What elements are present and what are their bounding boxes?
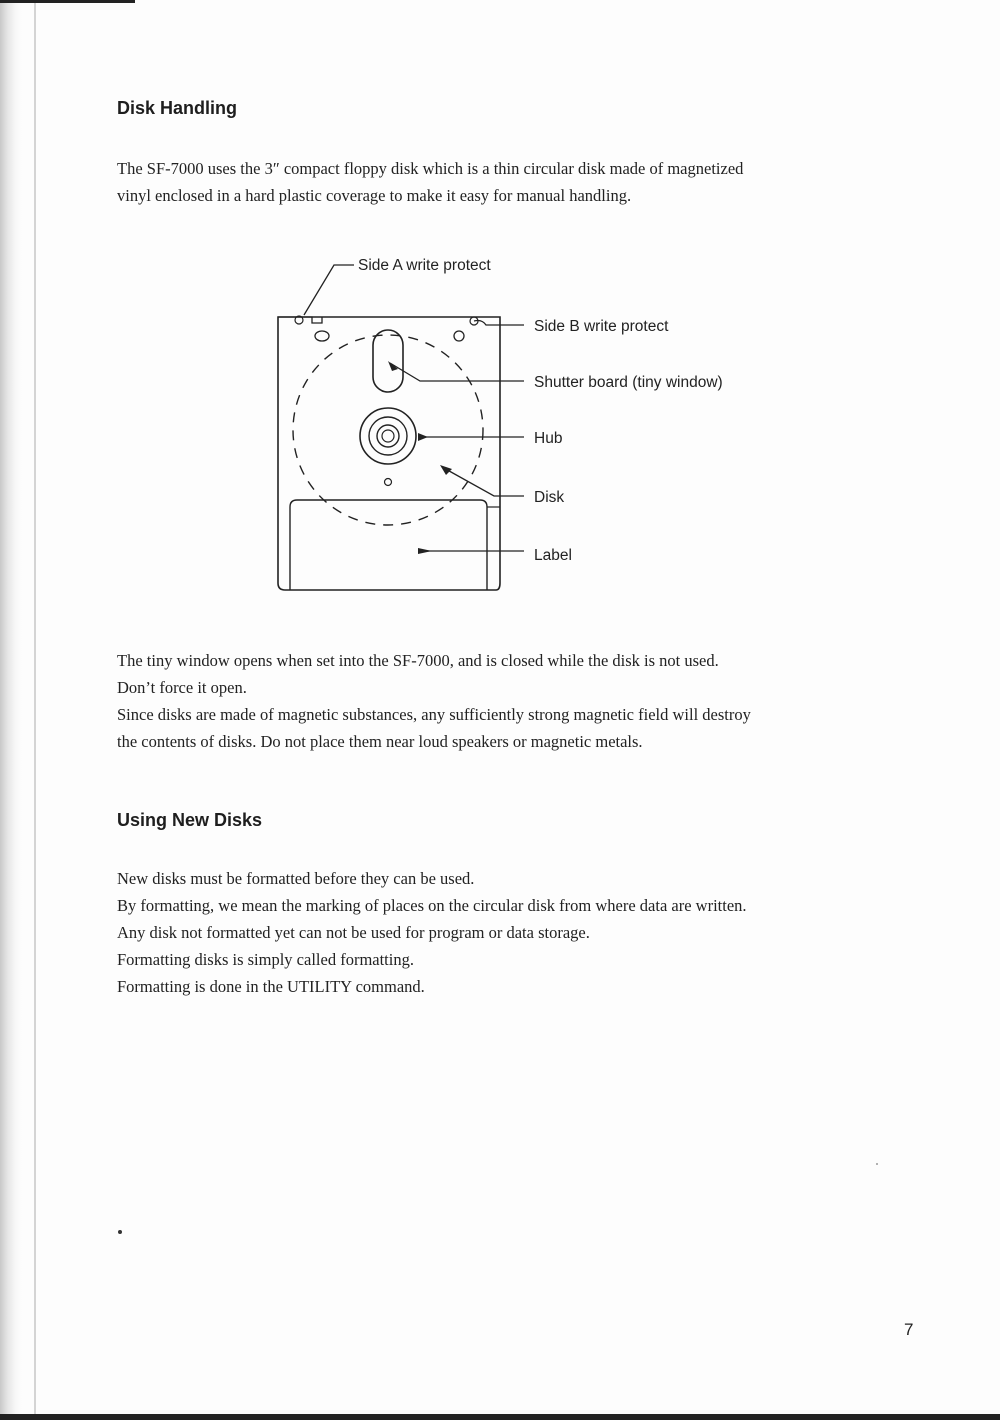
callout-hub: Hub [534,430,563,447]
text-line: The SF-7000 uses the 3″ compact floppy disk which is a thin circular disk made of magnetized [117,159,744,178]
write-protect-hole-b [454,331,464,341]
callout-disk: Disk [534,489,565,506]
callout-side-b-write-protect: Side B write protect [534,318,669,335]
page-number: 7 [904,1320,914,1339]
callout-side-a-write-protect: Side A write protect [358,257,491,274]
handling-paragraph [117,647,877,755]
callout-shutter-board: Shutter board (tiny window) [534,374,723,391]
cartridge-top-notch [278,317,322,323]
text-line: New disks must be formatted before they can be used. [117,869,475,888]
leader-side-b [474,321,524,326]
intro-paragraph [117,155,877,209]
hub-center [382,430,394,442]
binding-line [34,0,36,1420]
leader-side-a [304,265,354,315]
callout-label: Label [534,547,572,564]
label-area-outline [290,500,487,590]
hub-inner [377,425,399,447]
hub-middle [369,417,407,455]
top-edge-mark [0,0,135,3]
cartridge-outline [278,317,500,590]
page-binding-shadow [0,0,22,1420]
text-line: The tiny window opens when set into the SF-7000, and is closed while the disk is not used. [117,651,719,670]
formatting-paragraph [117,865,877,1000]
text-line: By formatting, we mean the marking of places on the circular disk from where data are written. [117,896,747,915]
write-protect-hole-a [315,331,329,341]
index-hole [385,479,392,486]
leader-disk [442,467,524,496]
text-line: Don’t force it open. [117,678,247,697]
text-line: Any disk not formatted yet can not be used for program or data storage. [117,923,590,942]
section-title-disk-handling: Disk Handling [117,98,238,118]
text-line: vinyl enclosed in a hard plastic coverage to make it easy for manual handling. [117,186,632,205]
floppy-disk-diagram [260,245,780,605]
ink-speck [876,1163,878,1165]
ink-speck [118,1230,122,1234]
text-line: Formatting disks is simply called formatting. [117,950,414,969]
bottom-edge-mark [0,1414,1000,1420]
text-line: Since disks are made of magnetic substances, any sufficiently strong magnetic field will destroy [117,705,751,724]
text-line: Formatting is done in the UTILITY command. [117,977,425,996]
section-title-using-new-disks: Using New Disks [117,810,263,830]
text-line: the contents of disks. Do not place them near loud speakers or magnetic metals. [117,732,643,751]
